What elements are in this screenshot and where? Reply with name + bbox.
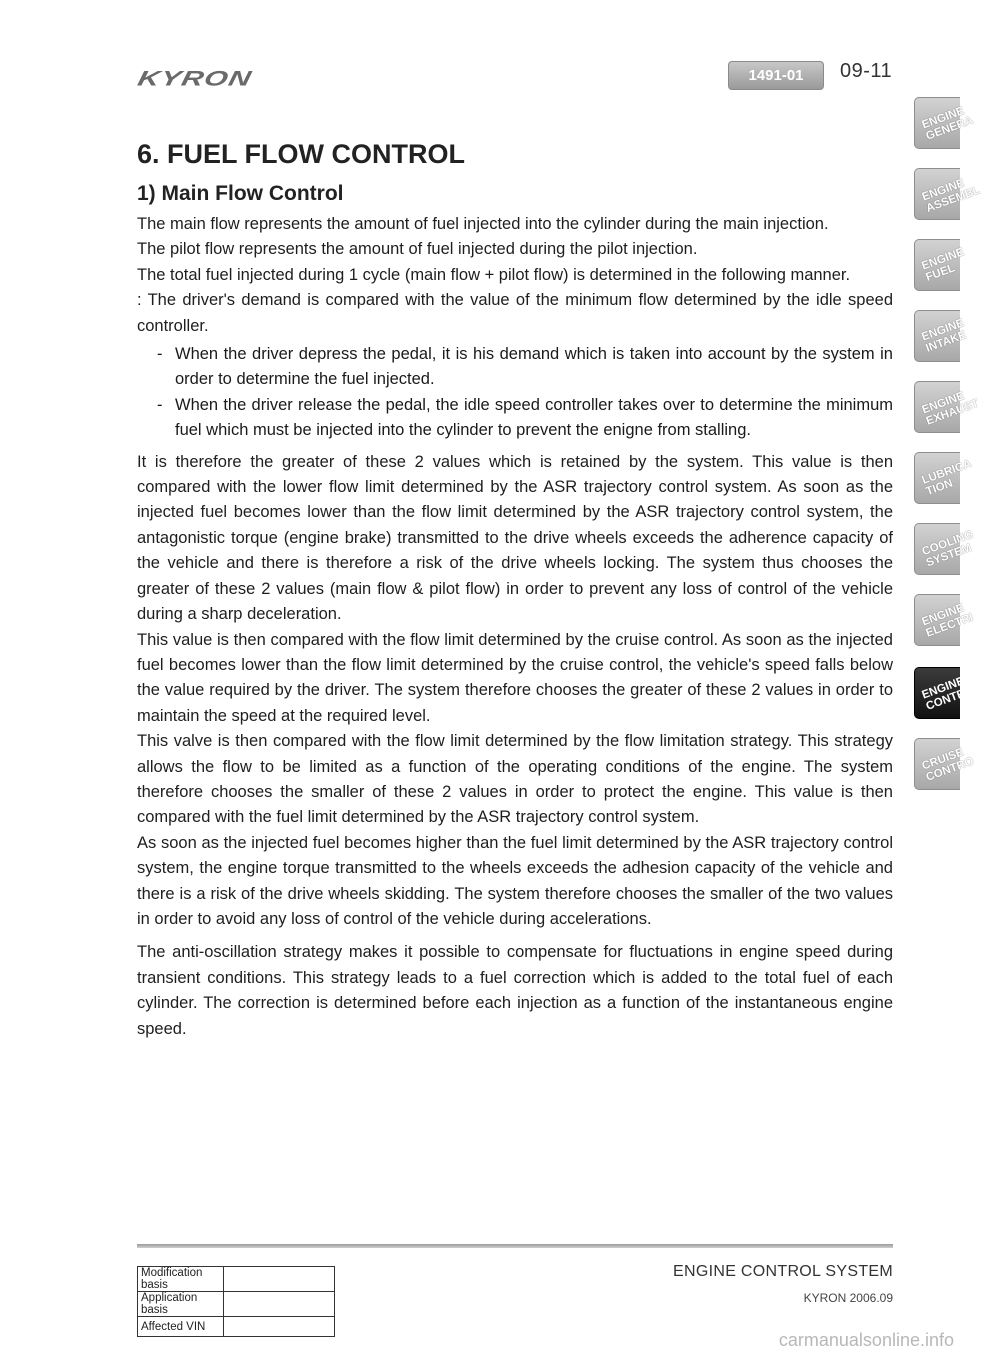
- chapter-tab-cruise-control[interactable]: [914, 738, 976, 790]
- tab-label: ENGINE ELECTRI: [920, 602, 975, 640]
- paragraph-main-flow: The main flow represents the amount of fuel injected into the cylinder during the main injection.: [137, 215, 829, 233]
- table-cell-label: Modification basis: [138, 1267, 224, 1292]
- table-row: [138, 1317, 335, 1337]
- paragraph-flow-limitation: This valve is then compared with the flow limit determined by the flow limitation strategy. This strategy allows the flow to be limited as a function of the operating conditions of the engine. The system therefore chooses the smaller of these 2 values in order to protect the engine. This value is then compared with the fuel limit determined by the ASR trajectory control system.: [137, 732, 893, 827]
- dash-marker: -: [157, 395, 163, 414]
- chapter-tab-engine-control[interactable]: [914, 667, 976, 719]
- tab-label: ENGINE CONTRO: [920, 675, 976, 713]
- paragraph-cruise-control: This value is then compared with the flow limit determined by the cruise control. As soon as the injected fuel becomes lower than the flow limit determined by the cruise control, the vehicle's speed falls below the value required by the driver. The system therefore chooses the greater of these 2 values in order to maintain the speed at the required level.: [137, 630, 893, 725]
- table-cell-value: [224, 1317, 335, 1337]
- table-cell-value: [224, 1292, 335, 1317]
- bullet-list: [137, 342, 893, 444]
- chapter-tab-engine-exhaust[interactable]: [914, 381, 981, 433]
- dash-marker: -: [157, 345, 163, 364]
- page-number: 09-11: [840, 60, 893, 82]
- chapter-tab-cooling-system[interactable]: [914, 523, 976, 575]
- tab-label: LUBRICA TION: [920, 457, 974, 499]
- watermark: carmanualsonline.info: [778, 1330, 954, 1350]
- table-cell-label: Affected VIN: [138, 1317, 224, 1337]
- paragraph-anti-oscillation: The anti-oscillation strategy makes it possible to compensate for fluctuations in engine speed during transient conditions. This strategy leads to a fuel correction which is added to the total fuel of each cylinder. The correction is determined before each injection as a function of the instantaneous engine speed.: [137, 943, 893, 1038]
- tab-label: ENGINE INTAKE: [920, 317, 968, 355]
- subsection-title: 1) Main Flow Control: [137, 182, 344, 205]
- main-content: [137, 138, 893, 1042]
- tab-label: CRUISE CONTRO: [920, 746, 976, 784]
- footer-chapter-title: ENGINE CONTROL SYSTEM: [673, 1263, 893, 1280]
- table-cell-label: Application basis: [138, 1292, 224, 1317]
- modification-table: [137, 1266, 335, 1337]
- paragraph-pilot-flow: The pilot flow represents the amount of fuel injected during the pilot injection.: [137, 240, 698, 259]
- chapter-tab-engine-fuel[interactable]: [914, 239, 966, 291]
- tab-label: ENGINE FUEL: [920, 246, 966, 284]
- chapter-tab-engine-assembly[interactable]: [914, 168, 982, 220]
- list-item-text: When the driver release the pedal, the idle speed controller takes over to determine the minimum fuel which must be injected into the cylinder to prevent the enigne from stalling.: [175, 395, 893, 440]
- chapter-tab-engine-general[interactable]: [914, 97, 975, 149]
- list-item-text: When the driver depress the pedal, it is his demand which is taken into account by the system in order to determine the fuel injected.: [175, 345, 893, 389]
- footer-model-date: KYRON 2006.09: [803, 1291, 893, 1305]
- table-row: [138, 1292, 335, 1317]
- chapter-tab-engine-electrical[interactable]: [914, 594, 975, 646]
- tab-label: ENGINE ASSEMBL: [920, 177, 982, 215]
- kyron-logo: KYRON: [135, 67, 254, 91]
- paragraph-driver-demand: : The driver's demand is compared with the value of the minimum flow determined by the idle speed controller.: [137, 291, 893, 335]
- chapter-tab-lubrication[interactable]: [914, 452, 974, 504]
- section-title: 6. FUEL FLOW CONTROL: [137, 139, 465, 169]
- tab-label: COOLING SYSTEM: [920, 528, 976, 570]
- paragraph-asr-limit: As soon as the injected fuel becomes higher than the fuel limit determined by the ASR trajectory control system, the engine torque transmitted to the wheels exceeds the adhesion capacity of the vehicle and there is a risk of the drive wheels skidding. The system therefore chooses the smaller of the two values in order to avoid any loss of control of the vehicle during accelerations.: [137, 833, 893, 928]
- list-item: [137, 393, 893, 444]
- footer-divider: [137, 1244, 893, 1248]
- table-cell-value: [224, 1267, 335, 1292]
- table-row: [138, 1267, 335, 1292]
- tab-label: ENGINE GENERA: [920, 105, 975, 143]
- tab-label: ENGINE EXHAUST: [920, 390, 981, 428]
- list-item: [137, 342, 893, 393]
- section-code-badge: 1491-01: [728, 61, 824, 90]
- paragraph-total-fuel: The total fuel injected during 1 cycle (main flow + pilot flow) is determined in the following manner.: [137, 265, 851, 284]
- paragraph-greater-values: It is therefore the greater of these 2 values which is retained by the system. This value is then compared with the lower flow limit determined by the ASR trajectory control system. As soon as the injected fuel becomes lower than the flow limit determined by the ASR trajectory control system, the antagonistic torque (engine brake) transmitted to the drive wheels exceeds the adherence capacity of the vehicle and there is therefore a risk of the drive wheels locking. The system thus chooses the greater of these 2 values (main flow & pilot flow) in order to prevent any loss of control of the vehicle during a sharp deceleration.: [137, 452, 893, 624]
- chapter-tab-engine-intake[interactable]: [914, 310, 968, 362]
